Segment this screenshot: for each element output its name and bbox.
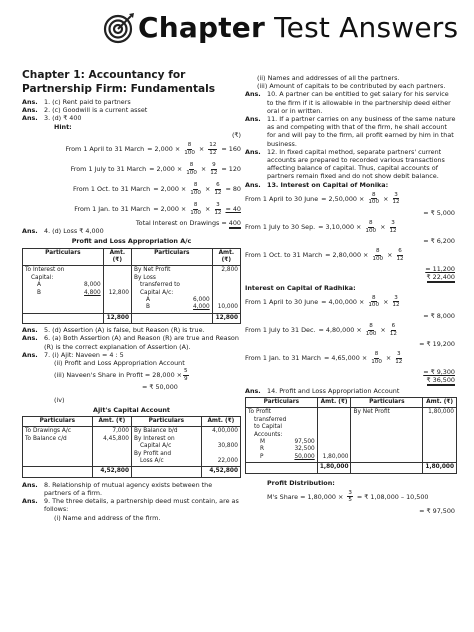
page-title: Chapter Test Answers — [138, 11, 459, 44]
answer-4: Ans. 4. (d) Loss ₹ 4,000 — [22, 227, 104, 236]
monika-result-2: = ₹ 6,200 — [423, 237, 455, 246]
answer-9: Ans. 9. The three details, a partnership deed must contain, are as follows: — [22, 497, 239, 514]
answer-13: Ans. 13. Interest on Capital of Monika: — [245, 180, 389, 189]
monika-result-1: = ₹ 5,000 — [423, 208, 455, 217]
answer-7-ii: (ii) Profit and Loss Appropriation Account — [54, 359, 185, 368]
ajit-capital-table: Particulars Amt. (₹) Particulars Amt. (₹) To Drawings A/c To Balance c/d 7,000 4,45,800 By Balance b/d By Interest on Capital A/c By Profit and Loss A/c 4,00,000 30,800 22,000 4,52,800 4,52,800 — [22, 416, 241, 478]
answer-7-iii: (iii) Naveen's Share in Profit = 28,000 × $\frac{5}{9}$ — [54, 368, 188, 382]
answer-9-iii: (iii) Amount of capitals to be contributed by each partners. — [257, 82, 446, 91]
answer-7-iii-result: = ₹ 50,000 — [142, 383, 178, 392]
ms-share-result: = ₹ 97,500 — [419, 506, 455, 515]
answer-10: Ans. 10. A partner can be entitled to get salary for his service to the firm if it is allowable in the partnership deed either oral or in written. — [245, 90, 451, 115]
pl-table: Particulars Amt. (₹) Particulars Amt. (₹) To Interest on Capital: A 8,000 B 4,800 12,800 By Net Profit By Loss transferred to Capital A/c: A 6,000 B 4,000 2,800 10,000 12,800 12,800 — [22, 248, 241, 325]
radhika-result-2: = ₹ 19,200 — [419, 340, 455, 349]
table-row: To Drawings A/c To Balance c/d 7,000 4,45,800 By Balance b/d By Interest on Capital A/c By Profit and Loss A/c 4,00,000 30,800 22,000 — [23, 427, 241, 467]
answer-5: Ans. 5. (d) Assertion (A) is false, but Reason (R) is true. — [22, 326, 205, 335]
page-header — [0, 0, 474, 64]
radhika-heading: Interest on Capital of Radhika: — [245, 283, 356, 292]
radhika-result-3: = ₹ 9,300 — [423, 368, 455, 377]
answer-2: Ans. 2. (c) Goodwill is a current asset — [22, 106, 148, 115]
radhika-result-1: = ₹ 8,000 — [423, 311, 455, 320]
target-icon — [103, 12, 135, 44]
calc-row-1: From 1 April to 31 March = 2,000 × $\frac{8}{100}$ × $\frac{12}{12}$ = 160 — [65, 141, 241, 156]
answer-7-iv: (iv) — [54, 395, 65, 404]
monika-row-2: From 1 July to 30 Sep. = 3,10,000 × $\frac{8}{100}$ × $\frac{3}{12}$ — [245, 219, 397, 234]
right-column — [245, 74, 457, 515]
radhika-row-2: From 1 July to 31 Dec. = 4,80,000 × $\frac{8}{100}$ × $\frac{6}{12}$ — [245, 322, 397, 337]
profit-distribution-heading: Profit Distribution: — [267, 478, 335, 487]
hint-label: Hint: — [54, 122, 72, 131]
radhika-row-3: From 1 Jan. to 31 March = 4,65,000 × $\frac{8}{100}$ × $\frac{3}{12}$ — [245, 351, 403, 365]
monika-row-3: From 1 Oct. to 31 March = 2,80,000 × $\frac{8}{100}$ × $\frac{6}{12}$ — [245, 248, 404, 262]
calc-row-4: From 1 Jan. to 31 March = 2,000 × $\frac{8}{100}$ × $\frac{3}{12}$ = 40 — [74, 201, 241, 216]
answer-8: Ans. 8. Relationship of mutual agency exists between the partners of a firm. — [22, 480, 213, 497]
radhika-row-1: From 1 April to 30 June = 4,00,000 × $\frac{8}{100}$ × $\frac{3}{12}$ — [245, 294, 400, 309]
answer-12: Ans. 12. In fixed capital method, separate partners' current accounts are prepared to recorded various transactions affecting balance of capital. Thus, capital accounts of partners remain fixed and do not show debit balance. — [245, 147, 445, 181]
calc-row-3: From 1 Oct. to 31 March = 2,000 × $\frac{8}{100}$ × $\frac{6}{12}$ = 80 — [73, 181, 241, 196]
table-total-row: 12,800 12,800 — [23, 313, 241, 323]
answer-6: Ans. 6. (a) Both Assertion (A) and Reason (R) are true and Reason (R) is the correct explanation of Assertion (A). — [22, 334, 239, 351]
calc-row-2: From 1 July to 31 March = 2,000 × $\frac{8}{100}$ × $\frac{9}{12}$ = 120 — [70, 161, 241, 176]
answer-7: Ans. 7. (i) Ajit: Naveen = 4 : 5 — [22, 350, 124, 359]
chapter-heading: Chapter 1: Accountancy for Partnership Firm: Fundamentals — [22, 69, 216, 95]
table-row: To Profit transferred to Capital Accounts: M 97,500 R 32,500 P 50,000 1,80,000 By Net Profit 1,80,000 — [246, 408, 457, 463]
radhika-total: ₹ 36,500 — [426, 376, 455, 385]
table-row: To Interest on Capital: A 8,000 B 4,800 12,800 By Net Profit By Loss transferred to Capital A/c: A 6,000 B 4,000 2,800 10,000 — [23, 266, 241, 313]
answer-11: Ans. 11. If a partner carries on any business of the same nature as and competing with that of the firm, he shall account for and will pay to the firm, all profit earned by him in that business. — [245, 115, 456, 148]
monika-row-1: From 1 April to 30 June = 2,50,000 × $\frac{8}{100}$ × $\frac{3}{12}$ — [245, 191, 400, 206]
answer-14: Ans. 14. Profit and Loss Appropriation Account — [245, 386, 400, 395]
monika-total: ₹ 22,400 — [426, 273, 455, 282]
table-total-row: 4,52,800 4,52,800 — [23, 467, 241, 477]
answer-1: Ans. 1. (c) Rent paid to partners — [22, 98, 131, 106]
answer-3: Ans. 3. (d) ₹ 400 — [22, 114, 82, 123]
pl-table-14: Particulars Amt. (₹) Particulars Amt. (₹) To Profit transferred to Capital Accounts: M 97,500 R 32,500 P 50,000 1,80,000 By Net Profit 1,80,000 1,80,000 1,80,000 — [245, 397, 457, 474]
monika-result-3: = 11,200 — [425, 265, 455, 274]
answer-9-i: (i) Name and address of the firm. — [54, 513, 161, 522]
rupee-unit: (₹) — [231, 130, 241, 139]
left-column — [22, 68, 241, 522]
total-interest: Total Interest on Drawings = 400 — [135, 219, 241, 228]
ajit-caption: Ajit's Capital Account — [93, 405, 170, 414]
table-total-row: 1,80,000 1,80,000 — [246, 463, 457, 473]
answer-9-ii: (ii) Names and addresses of all the partners. — [257, 74, 400, 82]
ms-share-row: M's Share = 1,80,000 × $\frac{3}{5}$ = ₹ 1,08,000 – 10,500 — [267, 489, 429, 504]
pl-caption: Profit and Loss Appropriation A/c — [71, 237, 192, 246]
